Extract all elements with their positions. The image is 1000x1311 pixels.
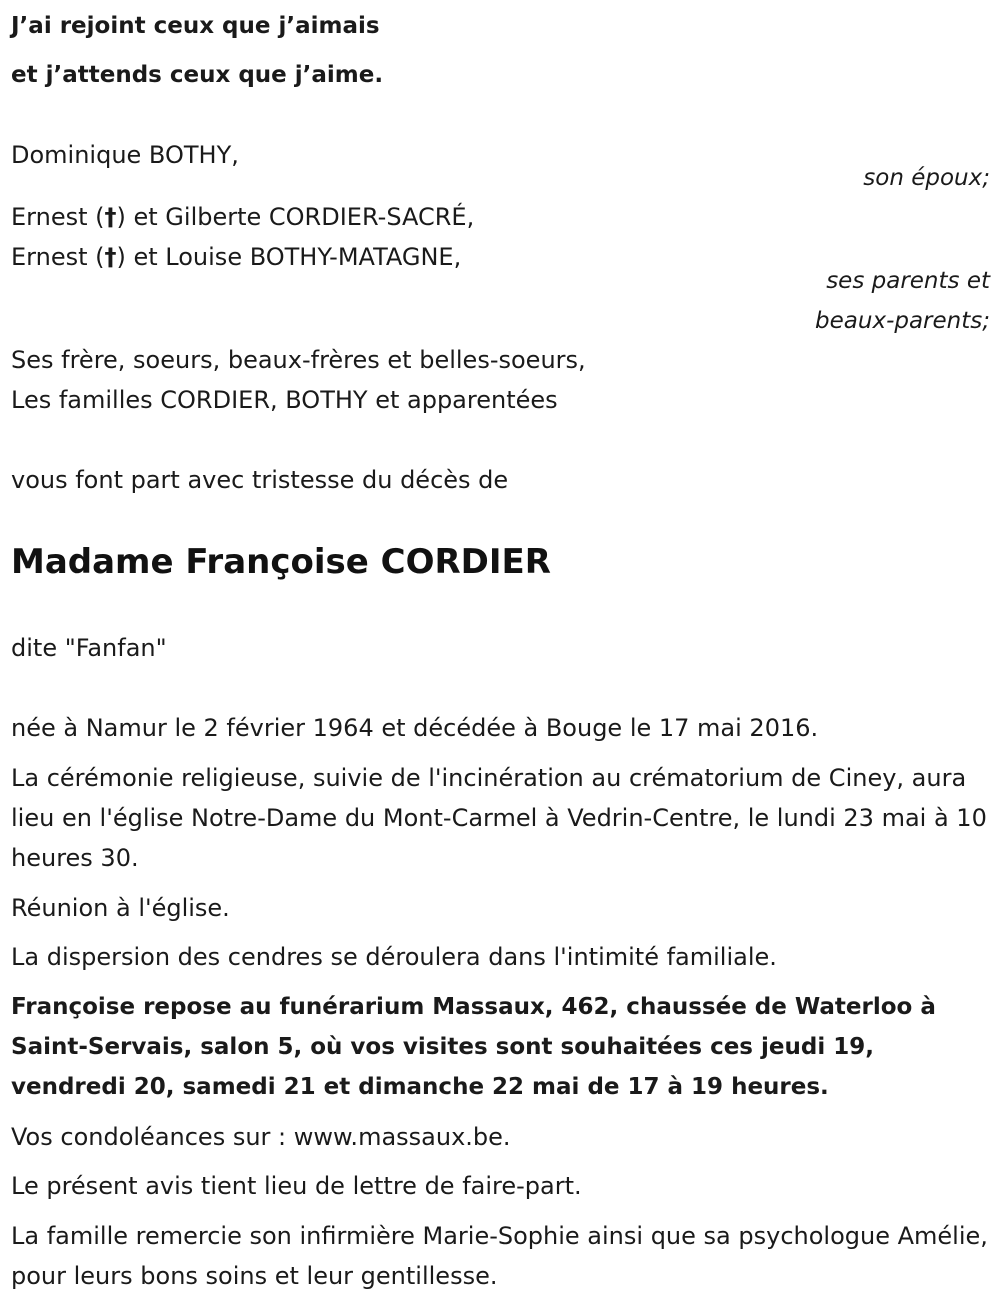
- parents-line-1-post: ) et Gilberte CORDIER-SACRÉ,: [116, 203, 475, 231]
- birth-death-line: née à Namur le 2 février 1964 et décédée à Bouge le 17 mai 2016.: [11, 714, 819, 742]
- notice-line: Le présent avis tient lieu de lettre de faire-part.: [11, 1172, 582, 1200]
- cross-icon: †: [104, 243, 117, 271]
- deceased-name: Madame Françoise CORDIER: [11, 542, 551, 582]
- announcement-line: vous font part avec tristesse du décès de: [11, 466, 509, 494]
- spouse-role: son époux;: [863, 165, 990, 191]
- parents-role-line-2: beaux-parents;: [815, 308, 990, 334]
- ashes-line: La dispersion des cendres se déroulera dans l'intimité familiale.: [11, 943, 777, 971]
- families-line: Les familles CORDIER, BOTHY et apparentées: [11, 386, 558, 414]
- parents-line-2-pre: Ernest (: [11, 243, 105, 271]
- condolences-line: Vos condoléances sur : www.massaux.be.: [11, 1123, 511, 1151]
- ceremony-paragraph: La cérémonie religieuse, suivie de l'incinération au crématorium de Ciney, aura lieu en l'église Notre-Dame du Mont-Carmel à Vedrin-Centre, le lundi 23 mai à 10 heures 30.: [11, 764, 987, 872]
- spouse-name: Dominique BOTHY,: [11, 141, 239, 169]
- cross-icon: †: [104, 203, 117, 231]
- meeting-line: Réunion à l'église.: [11, 894, 230, 922]
- parents-line-1-pre: Ernest (: [11, 203, 105, 231]
- parents-role-line-1: ses parents et: [826, 268, 990, 294]
- parents-line-2: [11, 237, 461, 277]
- deceased-nickname: dite "Fanfan": [11, 634, 167, 662]
- parents-line-2-post: ) et Louise BOTHY-MATAGNE,: [116, 243, 462, 271]
- quote-line-2: et j’attends ceux que j’aime.: [11, 62, 384, 88]
- thanks-paragraph: La famille remercie son infirmière Marie-Sophie ainsi que sa psychologue Amélie, pour leurs bons soins et leur gentillesse.: [11, 1222, 988, 1290]
- visitation-paragraph: Françoise repose au funérarium Massaux, 462, chaussée de Waterloo à Saint-Servais, salon 5, où vos visites sont souhaitées ces jeudi 19, vendredi 20, samedi 21 et dimanche 22 mai de 17 à 19 heures.: [11, 994, 936, 1100]
- quote-line-1: J’ai rejoint ceux que j’aimais: [11, 13, 380, 39]
- parents-line-1: [11, 197, 474, 237]
- siblings-line: Ses frère, soeurs, beaux-frères et belles-soeurs,: [11, 346, 586, 374]
